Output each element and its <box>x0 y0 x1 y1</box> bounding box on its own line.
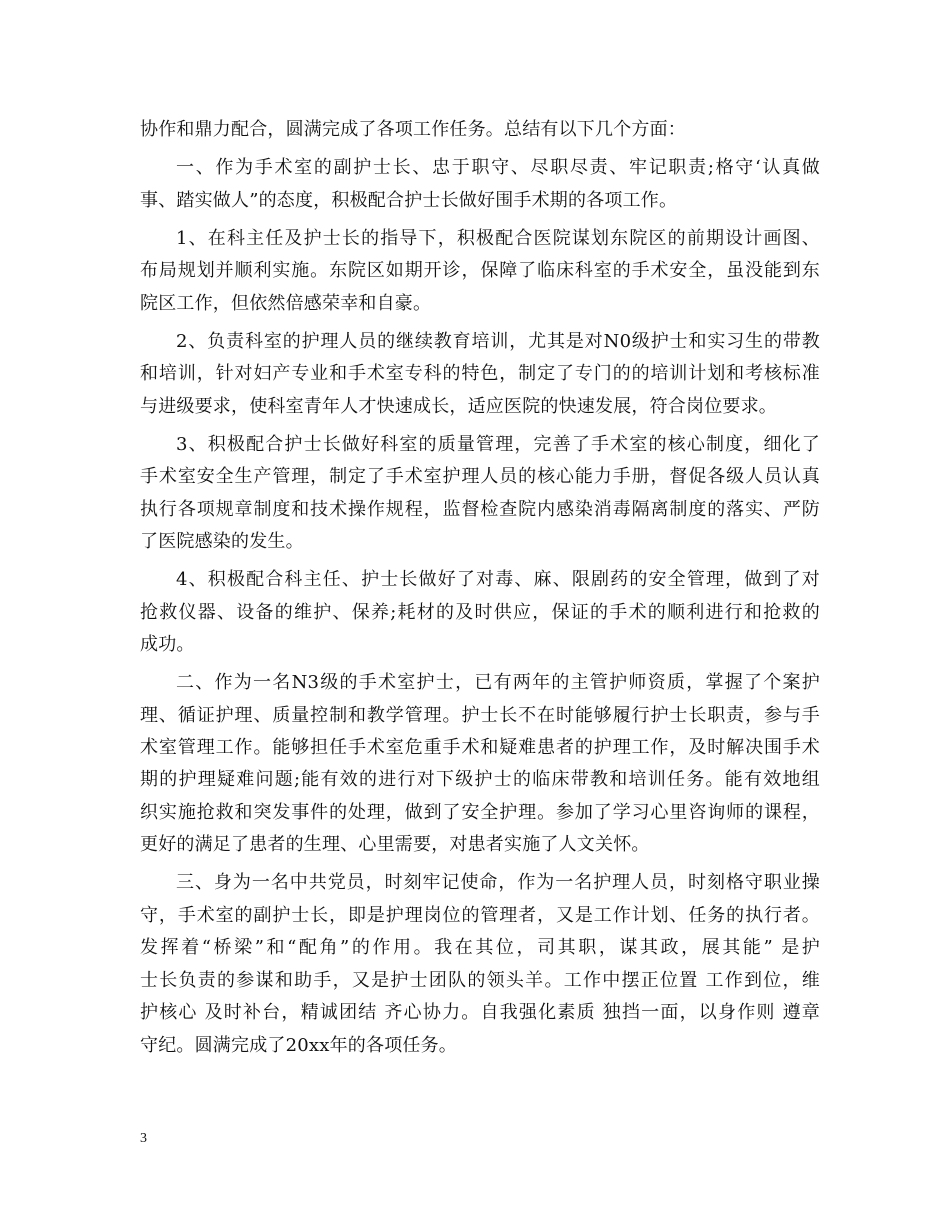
text-line: 与进级要求，使科室青年人才快速成长，适应医院的快速发展，符合岗位要求。 <box>140 396 777 417</box>
text-line: 织实施抢救和突发事件的处理，做到了安全护理。参加了学习心里咨询师的课程， <box>140 802 820 823</box>
text-line: 护核心 及时补台，精诚团结 齐心协力。自我强化素质 独挡一面，以身作则 遵章 <box>140 1002 820 1023</box>
text-line: 3、积极配合护士长做好科室的质量管理，完善了手术室的核心制度，细化了 <box>176 434 820 455</box>
text-line: 发挥着“桥梁”和“配角”的作用。我在其位，司其职，谋其政，展其能” 是护 <box>140 937 820 958</box>
text-line: 术室管理工作。能够担任手术室危重手术和疑难患者的护理工作，及时解决围手术 <box>140 737 820 758</box>
text-line: 手术室安全生产管理，制定了手术室护理人员的核心能力手册，督促各级人员认真 <box>140 466 820 487</box>
text-line: 4、积极配合科主任、护士长做好了对毒、麻、限剧药的安全管理，做到了对 <box>176 569 820 590</box>
text-line: 三、身为一名中共党员，时刻牢记使命，作为一名护理人员，时刻格守职业操 <box>176 872 820 893</box>
text-line: 二、作为一名N3级的手术室护士，已有两年的主管护师资质，掌握了个案护 <box>176 672 820 693</box>
text-line: 士长负责的参谋和助手，又是护士团队的领头羊。工作中摆正位置 工作到位，维 <box>140 970 820 991</box>
text-line: 成功。 <box>140 634 195 655</box>
text-line: 理、循证护理、质量控制和教学管理。护士长不在时能够履行护士长职责，参与手 <box>140 705 820 726</box>
text-line: 1、在科主任及护士长的指导下，积极配合医院谋划东院区的前期设计画图、 <box>176 228 820 249</box>
text-line: 布局规划并顺利实施。东院区如期开诊，保障了临床科室的手术安全，虽没能到东 <box>140 260 820 281</box>
text-line: 事、踏实做人”的态度，积极配合护士长做好围手术期的各项工作。 <box>140 190 678 211</box>
text-line: 更好的满足了患者的生理、心里需要，对患者实施了人文关怀。 <box>140 834 650 855</box>
text-line: 协作和鼎力配合，圆满完成了各项工作任务。总结有以下几个方面： <box>140 119 686 140</box>
text-line: 抢救仪器、设备的维护、保养;耗材的及时供应，保证的手术的顺利进行和抢救的 <box>140 602 820 623</box>
text-line: 了医院感染的发生。 <box>140 531 304 552</box>
text-line: 守，手术室的副护士长，即是护理岗位的管理者，又是工作计划、任务的执行者。 <box>140 905 820 926</box>
text-line: 执行各项规章制度和技术操作规程，监督检查院内感染消毒隔离制度的落实、严防 <box>140 499 820 520</box>
page-number: 3 <box>140 1131 147 1146</box>
text-line: 一、作为手术室的副护士长、忠于职守、尽职尽责、牢记职责;格守‘认真做 <box>176 157 820 178</box>
text-line: 期的护理疑难问题;能有效的进行对下级护士的临床带教和培训任务。能有效地组 <box>140 769 820 790</box>
text-line: 和培训，针对妇产专业和手术室专科的特色，制定了专门的的培训计划和考核标准 <box>140 363 820 384</box>
text-line: 2、负责科室的护理人员的继续教育培训，尤其是对N0级护士和实习生的带教 <box>176 331 820 352</box>
text-line: 院区工作，但依然倍感荣幸和自豪。 <box>140 293 432 314</box>
text-line: 守纪。圆满完成了20xx年的各项任务。 <box>140 1035 458 1056</box>
